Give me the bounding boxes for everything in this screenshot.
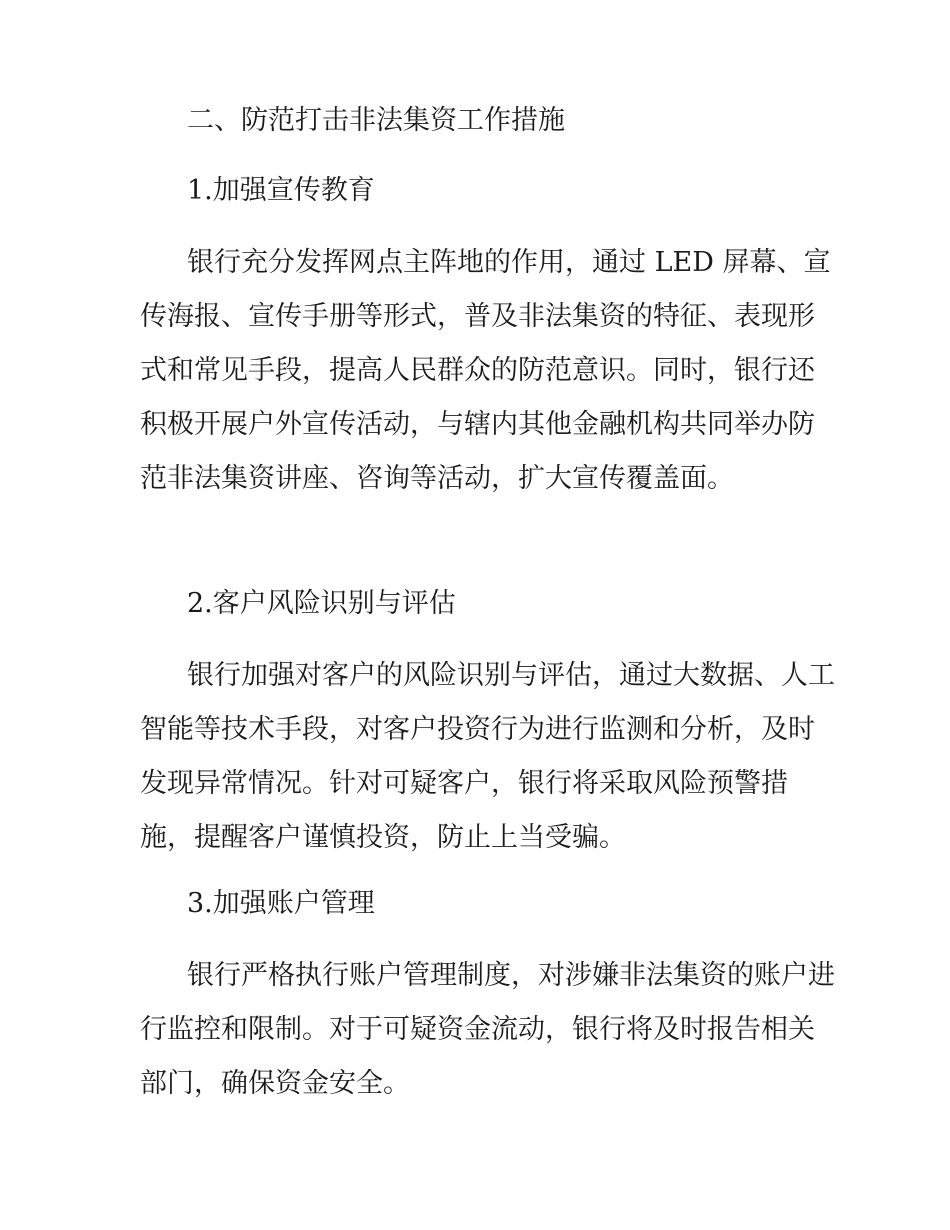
item-heading-1: 1.加强宣传教育 [187,175,375,206]
item-body-3: 银行严格执行账户管理制度，对涉嫌非法集资的账户进行监控和限制。对于可疑资金流动，银行将及时报告相关部门，确保资金安全。 [140,960,835,1099]
item-heading-3: 3.加强账户管理 [187,888,375,919]
item-body-2: 银行加强对客户的风险识别与评估，通过大数据、人工智能等技术手段，对客户投资行为进行监测和分析，及时发现异常情况。针对可疑客户，银行将采取风险预警措施，提醒客户谨慎投资，防止上当受骗。 [140,660,835,853]
item-body-1: 银行充分发挥网点主阵地的作用，通过 LED 屏幕、宣传海报、宣传手册等形式，普及非法集资的特征、表现形式和常见手段，提高人民群众的防范意识。同时，银行还积极开展户外宣传活动，与辖内其他金融机构共同举办防范非法集资讲座、咨询等活动，扩大宣传覆盖面。 [140,247,831,494]
section-title: 二、防范打击非法集资工作措施 [187,105,565,136]
item-heading-2: 2.客户风险识别与评估 [187,588,456,619]
